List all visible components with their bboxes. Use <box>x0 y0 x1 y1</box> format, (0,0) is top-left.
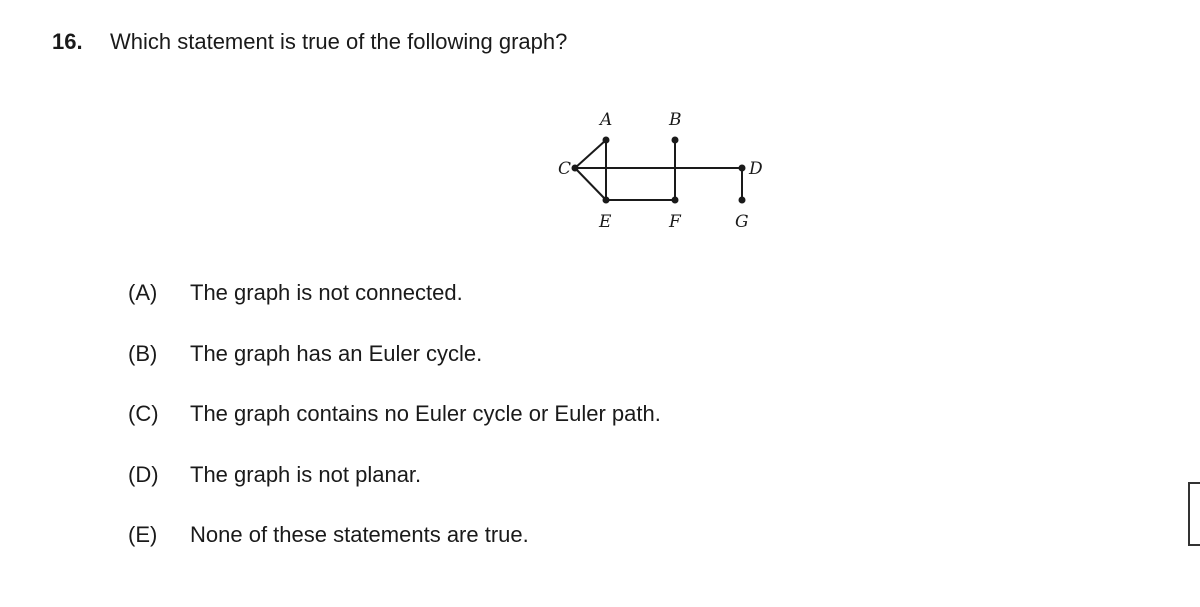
choice-letter: (A) <box>128 280 158 305</box>
choice-letter: (B) <box>128 340 158 366</box>
graph-diagram <box>530 100 780 240</box>
choice-letter: (E) <box>128 522 158 547</box>
vertex-d <box>739 165 746 172</box>
choice-c[interactable] <box>128 401 661 462</box>
edge-c-e <box>575 168 606 200</box>
choice-e[interactable] <box>128 522 661 583</box>
graph-svg <box>530 100 780 240</box>
question-number: 16. <box>52 29 83 54</box>
answer-box-edge <box>1188 482 1200 546</box>
choice-letter: (C) <box>128 401 159 426</box>
vertex-f <box>672 197 679 204</box>
vertex-c <box>572 165 579 172</box>
vertex-a <box>603 137 610 144</box>
vertex-b <box>672 137 679 144</box>
choice-d[interactable] <box>128 462 661 523</box>
choice-a[interactable] <box>128 280 661 341</box>
answer-choices <box>128 280 661 583</box>
label-f: F <box>669 212 681 232</box>
choice-text: The graph is not connected. <box>190 280 463 305</box>
edge-c-a <box>575 140 606 168</box>
choice-text: None of these statements are true. <box>190 522 529 547</box>
label-b: B <box>669 110 682 130</box>
choice-letter: (D) <box>128 461 159 487</box>
label-g: G <box>735 212 749 232</box>
label-c: C <box>558 159 572 179</box>
vertex-e <box>603 197 610 204</box>
label-d: D <box>749 159 763 179</box>
label-a: A <box>600 110 613 130</box>
label-e: E <box>599 212 612 232</box>
choice-text: The graph contains no Euler cycle or Euler path. <box>190 401 661 426</box>
vertex-g <box>739 197 746 204</box>
choice-text: The graph has an Euler cycle. <box>190 340 483 366</box>
question-text: Which statement is true of the following graph? <box>110 29 568 54</box>
question-header <box>52 29 567 55</box>
choice-text: The graph is not planar. <box>190 461 422 487</box>
choice-b[interactable] <box>128 341 661 402</box>
